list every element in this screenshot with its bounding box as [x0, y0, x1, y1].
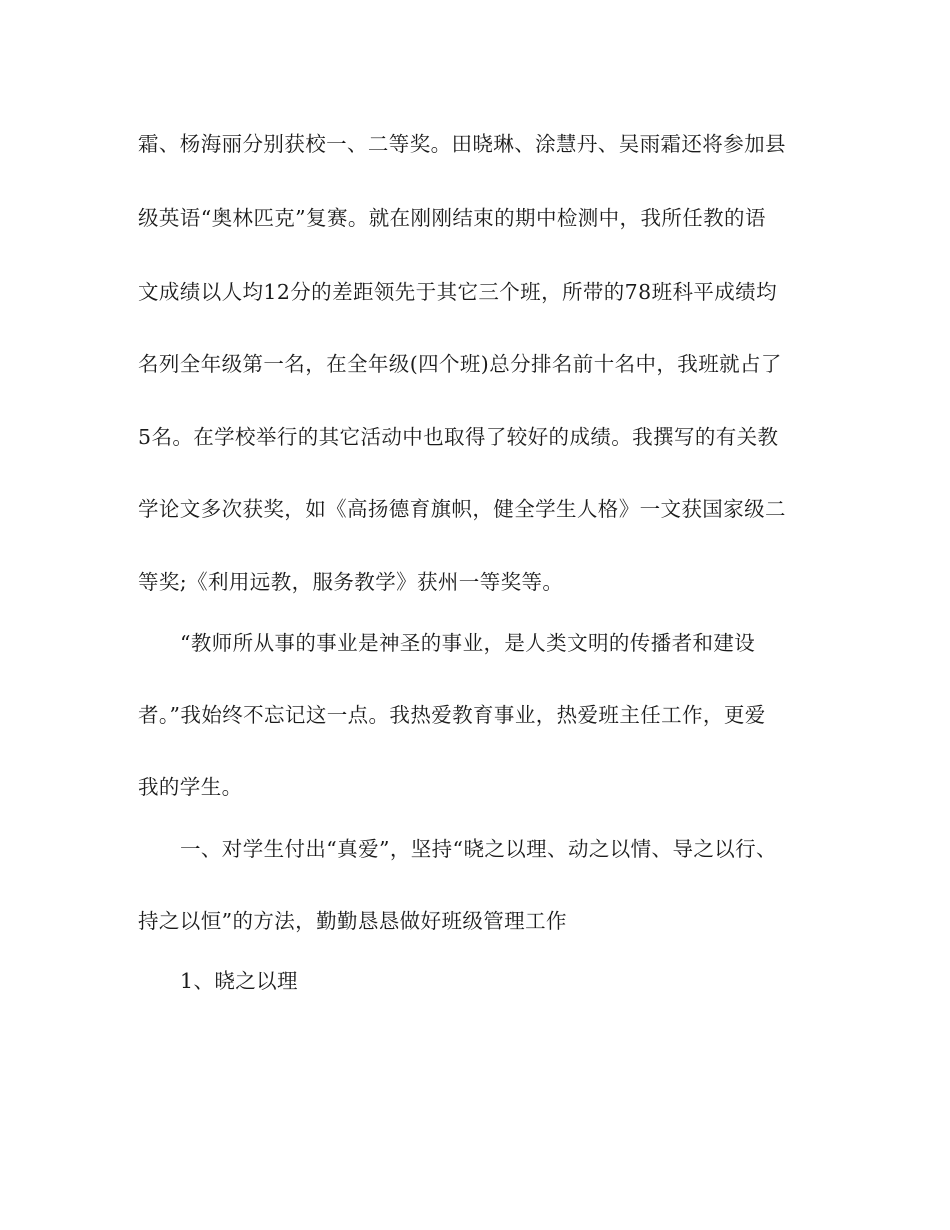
paragraph-line: 级英语“奥林匹克”复赛。就在刚刚结束的期中检测中，我所任教的语: [138, 206, 766, 230]
section-heading-line: 一、对学生付出“真爱”，坚持“晓之以理、动之以情、导之以行、: [180, 837, 777, 861]
paragraph-first-line: “教师所从事的事业是神圣的事业，是人类文明的传播者和建设: [180, 631, 756, 655]
section-heading-line: 持之以恒”的方法，勤勤恳恳做好班级管理工作: [138, 909, 567, 933]
paragraph-line: 霜、杨海丽分别获校一、二等奖。田晓琳、涂慧丹、吴雨霜还将参加县: [138, 132, 786, 156]
paragraph-line: 等奖;《利用远教，服务教学》获州一等奖等。: [138, 570, 564, 594]
paragraph-line: 文成绩以人均12分的差距领先于其它三个班，所带的78班科平成绩均: [138, 280, 777, 304]
paragraph-line: 名列全年级第一名，在全年级(四个班)总分排名前十名中，我班就占了: [138, 352, 782, 376]
paragraph-line: 5名。在学校举行的其它活动中也取得了较好的成绩。我撰写的有关教: [138, 425, 779, 449]
paragraph-line: 者。”我始终不忘记这一点。我热爱教育事业，热爱班主任工作，更爱: [138, 703, 766, 727]
paragraph-line: 学论文多次获奖，如《高扬德育旗帜，健全学生人格》一文获国家级二: [138, 497, 786, 521]
paragraph-line: 我的学生。: [138, 775, 243, 799]
subsection-heading: 1、晓之以理: [180, 969, 298, 993]
